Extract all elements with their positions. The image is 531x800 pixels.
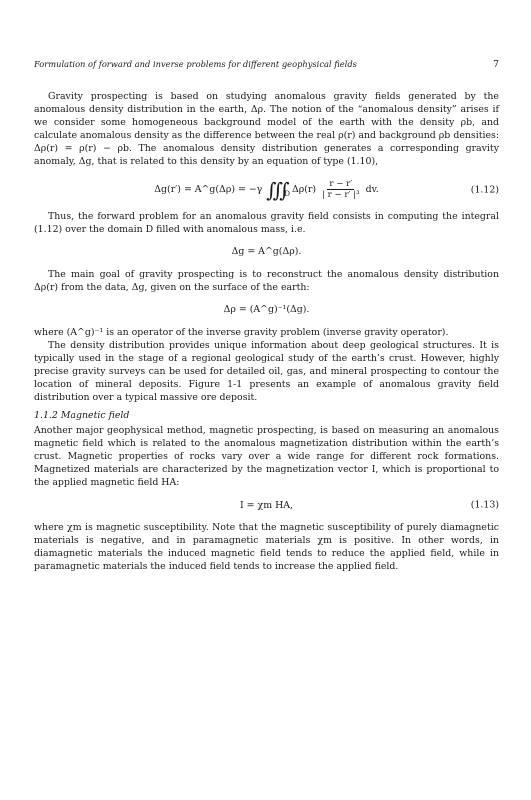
equation-1-12-expression <box>154 179 378 200</box>
section-heading-magnetic-field: 1.1.2 Magnetic field <box>34 409 130 421</box>
equation-forward-expression: Δg = A^g(Δρ). <box>231 246 302 258</box>
paragraph-forward-problem: Thus, the forward problem for an anomalous gravity field consists in computing the integral (1.12) over the domain D filled with anomalous mass, i.e. <box>34 210 499 235</box>
page-number: 7 <box>493 59 499 70</box>
page-body <box>34 90 499 573</box>
equation-inverse <box>34 300 499 320</box>
paragraph-inverse-operator: where (A^g)⁻¹ is an operator of the inverse gravity problem (inverse gravity operator). <box>34 326 449 338</box>
equation-1-12-integrand: Δρ(r) <box>291 184 317 196</box>
fraction-numerator: r − r′ <box>329 179 353 190</box>
equation-1-12-dv: dv. <box>365 184 379 196</box>
equation-number-1-12: (1.12) <box>470 184 499 196</box>
running-title: Formulation of forward and inverse problems for different geophysical fields <box>34 59 357 69</box>
equation-inverse-expression: Δρ = (A^g)⁻¹(Δg). <box>223 304 310 316</box>
fraction-denominator: | r − r′ |³ <box>322 190 360 201</box>
equation-1-12-lhs: Δg(r′) = A^g(Δρ) = −γ <box>154 184 263 196</box>
equation-number-1-13: (1.13) <box>470 499 499 511</box>
equation-1-13-expression: I = χm HA, <box>240 499 293 511</box>
paragraph-inverse-goal: The main goal of gravity prospecting is to reconstruct the anomalous density distribution Δρ(r) from the data, Δg, given on the surface of the earth: <box>34 268 499 293</box>
triple-integral-symbol: ∭ D <box>266 177 290 202</box>
equation-1-12 <box>34 175 499 205</box>
paragraph-susceptibility: where χm is magnetic susceptibility. Note that the magnetic susceptibility of purely diamagnetic materials is negative, and in paramagnetic materials χm is positive. In other words, in diamagnetic materials the induced magnetic field tends to reduce the applied field, while in paramagnetic materials the induced field tends to increase the applied field. <box>34 522 499 573</box>
integral-domain: D <box>284 189 290 198</box>
paragraph-magnetic-prospecting: Another major geophysical method, magnetic prospecting, is based on measuring an anomalous magnetic field which is related to the anomalous magnetization distribution within the earth’s crust. Magnetic properties of rocks vary over a wide range for different rock formations. Magnetized materials are characterized by the magnetization vector I, which is proportional to the applied magnetic field HA: <box>34 424 499 488</box>
equation-1-13 <box>34 495 499 515</box>
equation-1-12-fraction <box>320 179 362 200</box>
running-header <box>34 59 499 70</box>
paragraph-gravity-intro: Gravity prospecting is based on studying anomalous gravity fields generated by the anomalous density distribution in the earth, Δρ. The notion of the “anomalous density” arises if we consider some homogeneous background model of the earth with the density ρb, and calculate anomalous density as the difference between the real ρ(r) and background ρb densities: Δρ(r) = ρ(r) − ρb. The anomalous density distribution generates a corresponding gravity anomaly, Δg, that is related to this density by an equation of type (1.10), <box>34 91 499 168</box>
paragraph-density-distribution: The density distribution provides unique information about deep geological structures. It is typically used in the stage of a regional geological study of the earth’s crust. However, highly precise gravity surveys can be used for detailed oil, gas, and mineral prospecting to contour the location of mineral deposits. Figure 1-1 presents an example of anomalous gravity field distribution over a typical massive ore deposit. <box>34 340 499 404</box>
equation-forward <box>34 242 499 262</box>
